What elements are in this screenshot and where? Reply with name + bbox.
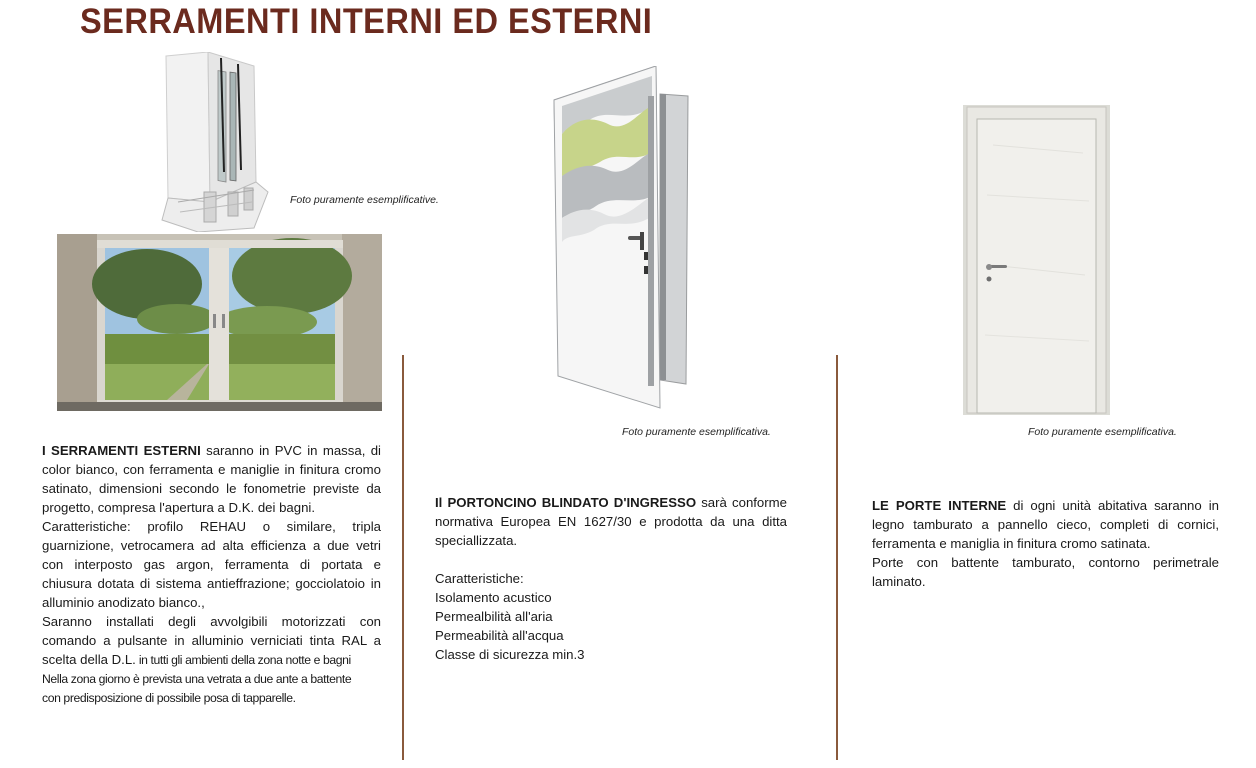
armored-door-features-label: Caratteristiche: [435, 571, 524, 586]
armored-door-heading: Il PORTONCINO BLINDATO D'INGRESSO [435, 495, 697, 510]
armored-door-feature: Permeabilità all'acqua [435, 628, 564, 643]
living-area-window-line-1: Nella zona giorno è prevista una vetrata a due ante a battente [42, 672, 352, 686]
column-divider-right [836, 355, 838, 760]
left-photo-caption: Foto puramente esemplificative. [290, 194, 439, 206]
window-view-photo [57, 234, 382, 411]
pvc-window-profile-image [158, 52, 278, 232]
living-area-window-line-2: con predisposizione di possibile posa di tapparelle. [42, 691, 296, 705]
interior-door-image [963, 105, 1110, 415]
exterior-windows-heading: I SERRAMENTI ESTERNI [42, 443, 201, 458]
armored-door-feature: Isolamento acustico [435, 590, 552, 605]
exterior-windows-features: Caratteristiche: profilo REHAU o similare, tripla guarnizione, vetrocamera ad alta efficienza a due vetri con interposto gas argon, ferramenta di portata e chiusura dotata di sistema antieffrazione; gocciolatoio in alluminio anodizato bianco., [42, 519, 381, 610]
exterior-windows-shutters: Saranno installati degli avvolgibili motorizzati con comando a pulsante in alluminio verniciati tinta RAL a scelta della D.L. in tutti gli ambienti della zona notte e bagni [42, 614, 381, 667]
armored-door-intro: Il PORTONCINO BLINDATO D'INGRESSO sarà conforme normativa Europea EN 1627/30 e prodotta da una ditta speciallizzata. [435, 495, 787, 548]
interior-doors-intro: LE PORTE INTERNE di ogni unità abitativa saranno in legno tamburato a pannello cieco, completi di cornici, ferramenta e maniglia in finitura cromo satinata. [872, 498, 1219, 551]
column-divider-left [402, 355, 404, 760]
exterior-windows-intro: I SERRAMENTI ESTERNI saranno in PVC in massa, di color bianco, con ferramenta e maniglie in finitura cromo satinato, dimensioni secondo le fonometrie previste da progetto, compresa l'apertura a D.K. dei bagni. [42, 443, 381, 515]
armored-door-feature: Classe di sicurezza min.3 [435, 647, 585, 662]
page-title: SERRAMENTI INTERNI ED ESTERNI [80, 2, 653, 41]
armored-door-image [548, 66, 693, 412]
armored-door-description [435, 493, 787, 664]
middle-photo-caption: Foto puramente esemplificativa. [622, 426, 771, 438]
interior-doors-heading: LE PORTE INTERNE [872, 498, 1007, 513]
interior-doors-second: Porte con battente tamburato, contorno perimetrale laminato. [872, 555, 1219, 589]
interior-doors-description [872, 496, 1219, 591]
exterior-windows-description [42, 441, 381, 708]
armored-door-feature: Permealbilità all'aria [435, 609, 553, 624]
right-photo-caption: Foto puramente esemplificativa. [1028, 426, 1177, 438]
